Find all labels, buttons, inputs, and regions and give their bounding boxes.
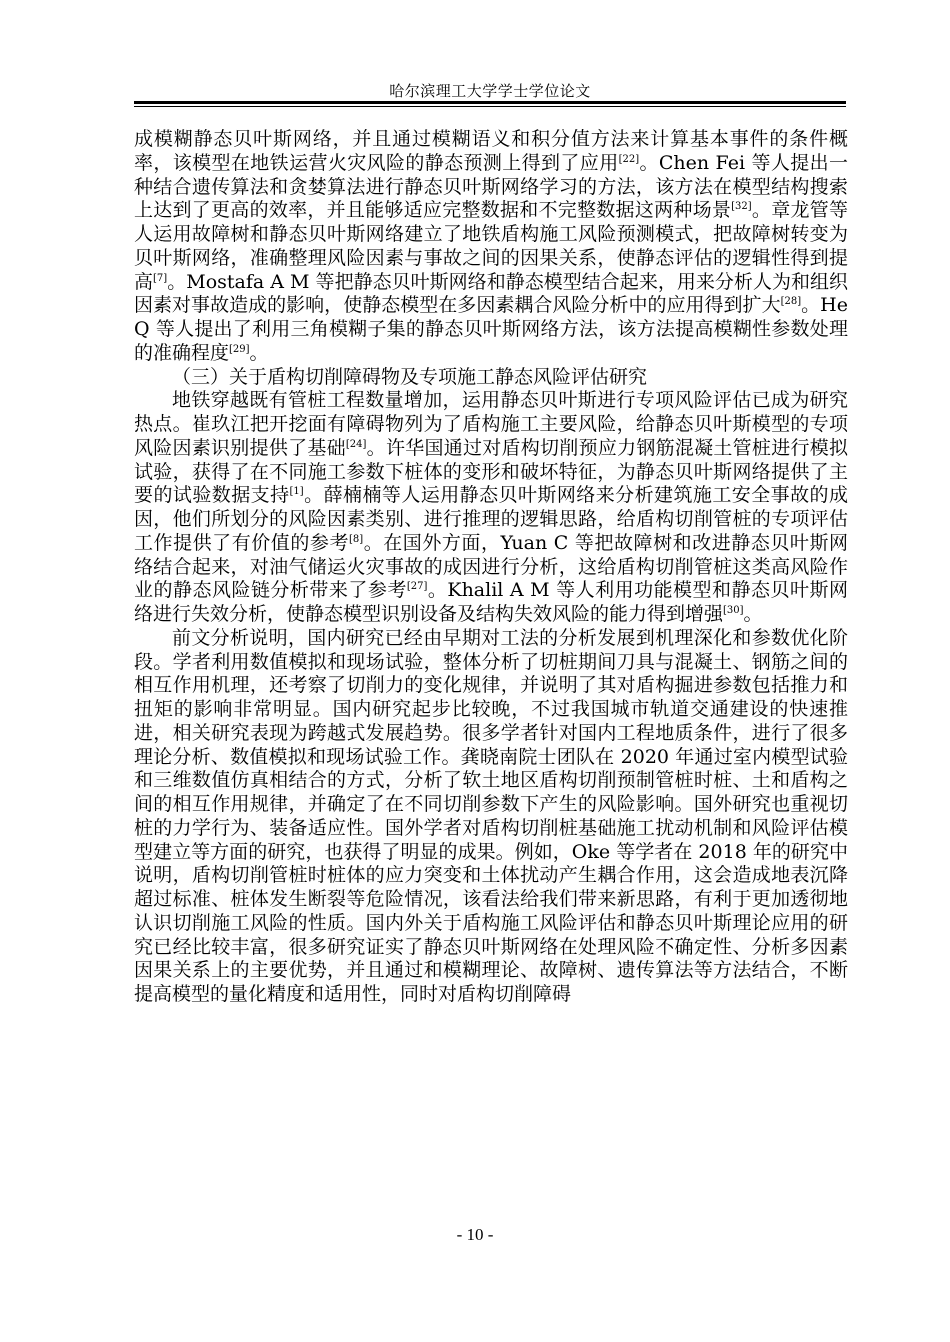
citation: [27] — [406, 581, 428, 593]
paragraph-continued — [134, 128, 848, 366]
text-segment: 。许华国通过对盾构切削预应力钢筋混凝土管桩进行模拟试验，获得了在不同施工参数下桩体的变形和破坏特征，为静态贝叶斯网络提供了主要的试验数据支持 — [134, 436, 848, 507]
citation: [22] — [618, 153, 640, 165]
citation: [7] — [153, 272, 168, 284]
citation: [24] — [345, 438, 367, 450]
citation: [8] — [349, 533, 364, 545]
header-rule-thin — [134, 106, 846, 107]
citation: [30] — [723, 605, 744, 616]
text-segment: 。 — [249, 341, 269, 364]
page-number: - 10 - — [456, 1225, 494, 1244]
body-text — [134, 128, 848, 1007]
paragraph — [134, 627, 848, 1007]
header-rule-thick — [134, 101, 846, 104]
text-segment: 地铁穿越既有管桩工程数量增加，运用静态贝叶斯进行专项风险评估已成为研究热点。崔玖江把开挖面有障碍物列为了盾构施工主要风险，给静态贝叶斯模型的专项风险因素识别提供了基础 — [134, 389, 848, 459]
text-segment: 成模糊静态贝叶斯网络，并且通过模糊语义和积分值方法来计算基本事件的条件概率，该模型在地铁运营火灾风险的静态预测上得到了应用 — [134, 128, 848, 174]
text-segment: 。章龙管等人运用故障树和静态贝叶斯网络建立了地铁盾构施工风险预测模式，把故障树转变为贝叶斯网络，准确整理风险因素与事故之间的因果关系，使静态评估的逻辑性得到提高 — [134, 199, 848, 293]
citation: [32] — [731, 201, 752, 213]
paragraph — [134, 389, 848, 627]
text-segment: 。Mostafa A M 等把静态贝叶斯网络和静态模型结合起来，用来分析人为和组织因素对事故造成的影响，使静态模型在多因素耦合风险分析中的应用得到扩大 — [134, 270, 848, 317]
heading-text: （三）关于盾构切削障碍物及专项施工静态风险评估研究 — [172, 365, 648, 388]
text-segment: 。He Q 等人提出了利用三角模糊子集的静态贝叶斯网络方法，该方法提高模糊性参数处理的准确程度 — [134, 294, 848, 364]
text-segment: 。在国外方面，Yuan C 等把故障树和改进静态贝叶斯网络结合起来，对油气储运火灾事故的成因进行分析，这给盾构切削管桩这类高风险作业的静态风险链分析带来了参考 — [134, 531, 848, 602]
section-heading — [134, 366, 848, 390]
text-segment: 。薛楠楠等人运用静态贝叶斯网络来分析建筑施工安全事故的成因，他们所划分的风险因素类别、进行推理的逻辑思路，给盾构切削管桩的专项评估工作提供了有价值的参考 — [134, 484, 848, 554]
page-header: 哈尔滨理工大学学士学位论文 — [389, 82, 591, 100]
text-segment: 。 — [743, 603, 763, 625]
citation: [29] — [229, 343, 250, 355]
text-segment: 。Khalil A M 等人利用功能模型和静态贝叶斯网络进行失效分析，使静态模型识别设备及结构失效风险的能力得到增强 — [134, 579, 848, 625]
citation: [1] — [289, 486, 304, 498]
text-segment: 。Chen Fei 等人提出一种结合遗传算法和贪婪算法进行静态贝叶斯网络学习的方法，该方法在模型结构搜索上达到了更高的效率，并且能够适应完整数据和不完整数据这两种场景 — [134, 151, 848, 222]
citation: [28] — [780, 296, 802, 308]
text-segment: 前文分析说明，国内研究已经由早期对工法的分析发展到机理深化和参数优化阶段。学者利用数值模拟和现场试验，整体分析了切桩期间刀具与混凝土、钢筋之间的相互作用机理，还考察了切削力的变化规律，并说明了其对盾构掘进参数包括推力和扭矩的影响非常明显。国内研究起步比较晚，不过我国城市轨道交通建设的快速推进，相关研究表现为跨越式发展趋势。很多学者针对国内工程地质条件，进行了很多理论分析、数值模拟和现场试验工作。龚晓南院士团队在 2020 年通过室内模型试验和三维数值仿真相结合的方式，分析了软土地区盾构切削预制管桩时桩、土和盾构之间的相互作用规律，并确定了在不同切削参数下产生的风险影响。国外研究也重视切桩的力学行为、装备适应性。国外学者对盾构切削桩基础施工扰动机制和风险评估模型建立等方面的研究，也获得了明显的成果。例如，Oke 等学者在 2018 年的研究中说明，盾构切削管桩时桩体的应力突变和土体扰动产生耦合作用，这会造成地表沉降超过标准、桩体发生断裂等危险情况，该看法给我们带来新思路，有利于更加透彻地认识切削施工风险的性质。国内外关于盾构施工风险评估和静态贝叶斯理论应用的研究已经比较丰富，很多研究证实了静态贝叶斯网络在处理风险不确定性、分析多因素因果关系上的主要优势，并且通过和模糊理论、故障树、遗传算法等方法结合，不断提高模型的量化精度和适用性，同时对盾构切削障碍 — [134, 626, 848, 1005]
